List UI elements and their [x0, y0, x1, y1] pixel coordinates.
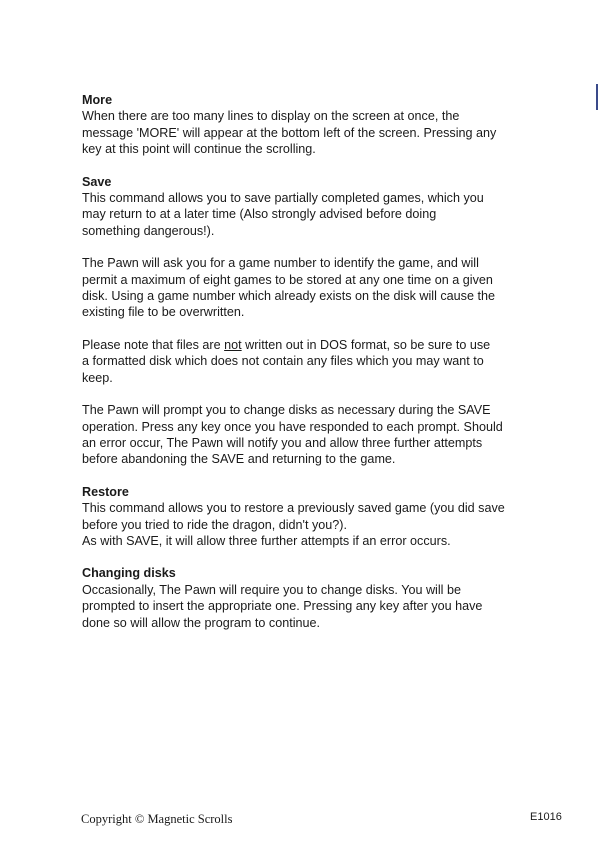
save-paragraph-2: The Pawn will ask you for a game number to identify the game, and will permit a maximum of eight games to be stored at any one time on a given disk. Using a game number which already exists on the disk will cause the existing file to be overwritten. [82, 256, 495, 320]
save-paragraph-3-start: Please note that files are [82, 337, 225, 352]
section-save [82, 174, 532, 468]
heading-changing-disks: Changing disks [82, 566, 176, 581]
heading-restore: Restore [82, 484, 129, 499]
save-paragraph-3 [82, 337, 532, 386]
heading-more: More [82, 93, 113, 107]
more-paragraph: When there are too many lines to display on the screen at once, the message 'MORE' will appear at the bottom left of the screen. Pressing any key at this point will continue the scrolling. [82, 109, 497, 157]
save-paragraph-3-end: written out in DOS format, so be sure to use a formatted disk which does not contain any files which you may want to keep. [82, 337, 491, 385]
save-paragraph-1: This command allows you to save partially completed games, which you may return to at a later time (Also strongly advised before doing something dangerous!). [82, 191, 484, 238]
changing-disks-paragraph: Occasionally, The Pawn will require you to change disks. You will be prompted to insert the appropriate one. Pressing any key after you have done so will allow the program to continue. [82, 582, 483, 630]
restore-paragraph: This command allows you to restore a previously saved game (you did save before you tried to ride the dragon, didn't you?). As with SAVE, it will allow three further attempts if an error occurs. [82, 501, 505, 548]
footer-copyright: Copyright © Magnetic Scrolls [81, 812, 233, 826]
save-paragraph-4: The Pawn will prompt you to change disks as necessary during the SAVE operation. Press any key once you have responded to each prompt. Should an error occur, The Pawn will notify you and allow three further attempts before abandoning the SAVE and returning to the game. [82, 403, 503, 467]
underlined-not: not [224, 337, 242, 352]
page-content [82, 92, 532, 631]
section-more [82, 92, 532, 158]
section-changing-disks [82, 565, 532, 631]
section-restore [82, 484, 532, 550]
page-edge-mark [596, 84, 598, 110]
heading-save: Save [82, 174, 112, 189]
footer-page-code: E1016 [530, 811, 562, 823]
